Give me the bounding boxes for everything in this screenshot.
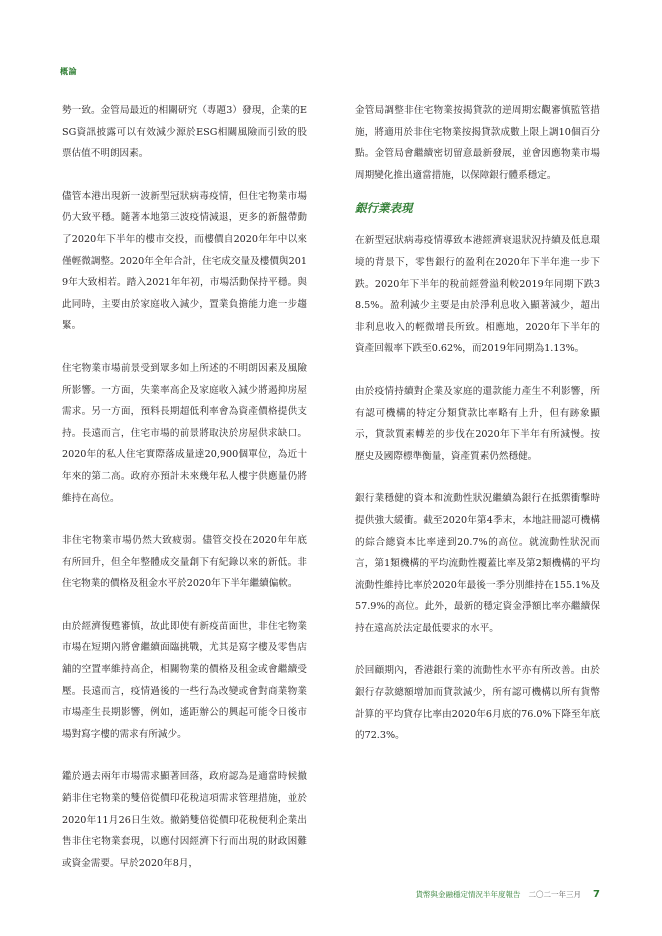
left-paragraph-1: 勢一致。金管局最近的相關研究（專題3）發現，企業的ESG資訊披露可以有效減少源於ESG相關風險而引致的股票估值不明朗因素。 [62, 105, 307, 160]
publication-date: 二〇二一年三月 [528, 890, 582, 899]
publication-title: 貨幣與金融穩定情況半年度報告 [415, 890, 521, 899]
left-paragraph-3: 住宅物業市場前景受到眾多如上所述的不明朗因素及風險所影響。一方面，失業率高企及家庭收入減少將遏抑房屋需求。另一方面，預料長期超低利率會為資產價格提供支持。長遠而言，住宅市場的前景將取決於房屋供求缺口。2020年的私人住宅實際落成量達20,900個單位，為近十年來的第二高。政府亦預計未來幾年私人樓宇供應量仍將維持在高位。 [62, 362, 307, 504]
left-paragraph-6: 鑑於過去兩年市場需求顯著回落，政府認為是適當時候撤銷非住宅物業的雙倍從價印花稅這項需求管理措施，並於2020年11月26日生效。撤銷雙倍從價印花稅便利企業出售非住宅物業套現，以應付因經濟下行而出現的財政困難或資金需要。早於2020年8月， [62, 771, 307, 869]
page-number: 7 [593, 889, 600, 900]
right-intro-paragraph: 金管局調整非住宅物業按揭貸款的逆周期宏觀審慎監管措施，將適用於非住宅物業按揭貸款成數上限上調10個百分點。金管局會繼續密切留意最新發展，並會因應物業市場周期變化推出適當措施，以保障銀行體系穩定。 [355, 105, 600, 181]
right-paragraph-3: 銀行業穩健的資本和流動性狀況繼續為銀行在抵禦衝擊時提供強大緩衝。截至2020年第4季末，本地註冊認可機構的綜合總資本比率達到20.7%的高位。就流動性狀況而言，第1類機構的平均流動性覆蓋比率及第2類機構的平均流動性維持比率於2020年最後一季分別維持在155.1%及57.9%的高位。此外，最新的穩定資金淨額比率亦繼續保持在遠高於法定最低要求的水平。 [355, 493, 600, 634]
left-column [62, 100, 307, 874]
section-heading-banking: 銀行業表現 [355, 201, 413, 216]
right-column [355, 100, 600, 747]
left-paragraph-4: 非住宅物業市場仍然大致疲弱。儘管交投在2020年年底有所回升，但全年整體成交量創下有紀錄以來的新低。非住宅物業的價格及租金水平於2020年下半年繼續偏軟。 [62, 535, 307, 590]
left-paragraph-2: 儘管本港出現新一波新型冠狀病毒疫情，但住宅物業市場仍大致平穩。隨著本地第三波疫情減退，更多的新盤帶動了2020年下半年的樓市交投，而樓價自2020年年中以來僅輕微調整。2020年全年合計，住宅成交量及樓價與2019年大致相若。踏入2021年年初，市場活動保持平穩。與此同時，主要由於家庭收入減少，置業負擔能力進一步趨緊。 [62, 190, 307, 332]
right-paragraph-1: 在新型冠狀病毒疫情導致本港經濟衰退狀況持續及低息環境的背景下，零售銀行的盈利在2020年下半年進一步下跌。2020年下半年的稅前經營溢利較2019年同期下跌38.5%。盈利減少主要是由於淨利息收入顯著減少，超出非利息收入的輕微增長所致。相應地，2020年下半年的資產回報率下跌至0.62%，而2019年同期為1.13%。 [355, 235, 600, 355]
section-label: 概論 [60, 67, 77, 76]
right-paragraph-4: 於回顧期內，香港銀行業的流動性水平亦有所改善。由於銀行存款總額增加而貸款減少，所有認可機構以所有貨幣計算的平均貸存比率由2020年6月底的76.0%下降至年底的72.3%。 [355, 665, 600, 742]
right-paragraph-2: 由於疫情持續對企業及家庭的還款能力產生不利影響，所有認可機構的特定分類貸款比率略有上升，但有跡象顯示，貸款質素轉差的步伐在2020年下半年有所減慢。按歷史及國際標準衡量，資產質素仍然穩健。 [355, 385, 600, 462]
left-paragraph-5: 由於經濟復甦審慎，故此即使有新疫苗面世，非住宅物業市場在短期內將會繼續面臨挑戰，尤其是寫字樓及零售店舖的空置率維持高企，相關物業的價格及租金或會繼續受壓。長遠而言，疫情過後的一些行為改變或會對商業物業市場產生長期影響，例如，遙距辦公的興起可能令日後市場對寫字樓的需求有所減少。 [62, 620, 307, 740]
page-footer [416, 889, 600, 900]
